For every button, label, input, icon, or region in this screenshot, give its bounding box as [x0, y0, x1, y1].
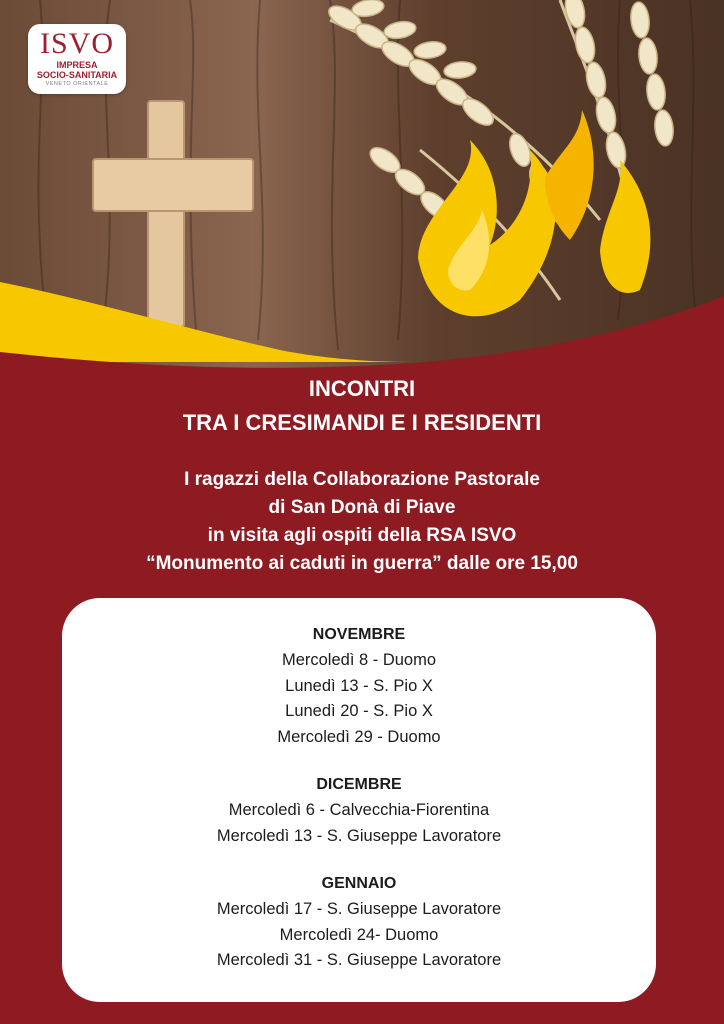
isvo-logo — [28, 24, 126, 94]
schedule-entry: Mercoledì 13 - S. Giuseppe Lavoratore — [216, 826, 502, 845]
month-group-dicembre — [62, 772, 656, 849]
schedule-card — [62, 598, 656, 1002]
month-group-gennaio — [62, 871, 656, 974]
month-group-novembre — [62, 622, 656, 750]
description-line-3: in visita agli ospiti della RSA ISVO — [207, 525, 517, 546]
title-line-2: TRA I CRESIMANDI E I RESIDENTI — [182, 410, 542, 435]
schedule-entry: Mercoledì 6 - Calvecchia-Fiorentina — [228, 801, 490, 819]
month-heading: GENNAIO — [321, 875, 397, 892]
schedule-list — [62, 598, 656, 974]
description-line-1: I ragazzi della Collaborazione Pastorale — [184, 469, 540, 490]
schedule-entry: Mercoledì 24- Duomo — [279, 925, 439, 944]
schedule-entry: Mercoledì 31 - S. Giuseppe Lavoratore — [216, 951, 502, 969]
logo-line-2: SOCIO-SANITARIA — [36, 70, 118, 80]
logo-line-3: VENETO ORIENTALE — [45, 81, 109, 87]
schedule-entry: Mercoledì 17 - S. Giuseppe Lavoratore — [216, 900, 502, 918]
schedule-entry: Mercoledì 8 - Duomo — [281, 651, 437, 669]
schedule-entry: Lunedì 20 - S. Pio X — [285, 702, 433, 720]
description-line-4: “Monumento ai caduti in guerra” dalle ore 15,00 — [146, 553, 578, 574]
logo-line-1: IMPRESA — [56, 60, 98, 70]
title-line-1: INCONTRI — [308, 376, 416, 401]
logo-brand: ISVO — [39, 27, 114, 60]
page-title — [0, 372, 724, 440]
month-heading: NOVEMBRE — [312, 626, 406, 643]
event-description — [0, 466, 724, 578]
description-line-2: di San Donà di Piave — [268, 497, 456, 518]
month-heading: DICEMBRE — [316, 776, 402, 793]
schedule-entry: Mercoledì 29 - Duomo — [277, 727, 441, 746]
schedule-entry: Lunedì 13 - S. Pio X — [285, 676, 433, 695]
